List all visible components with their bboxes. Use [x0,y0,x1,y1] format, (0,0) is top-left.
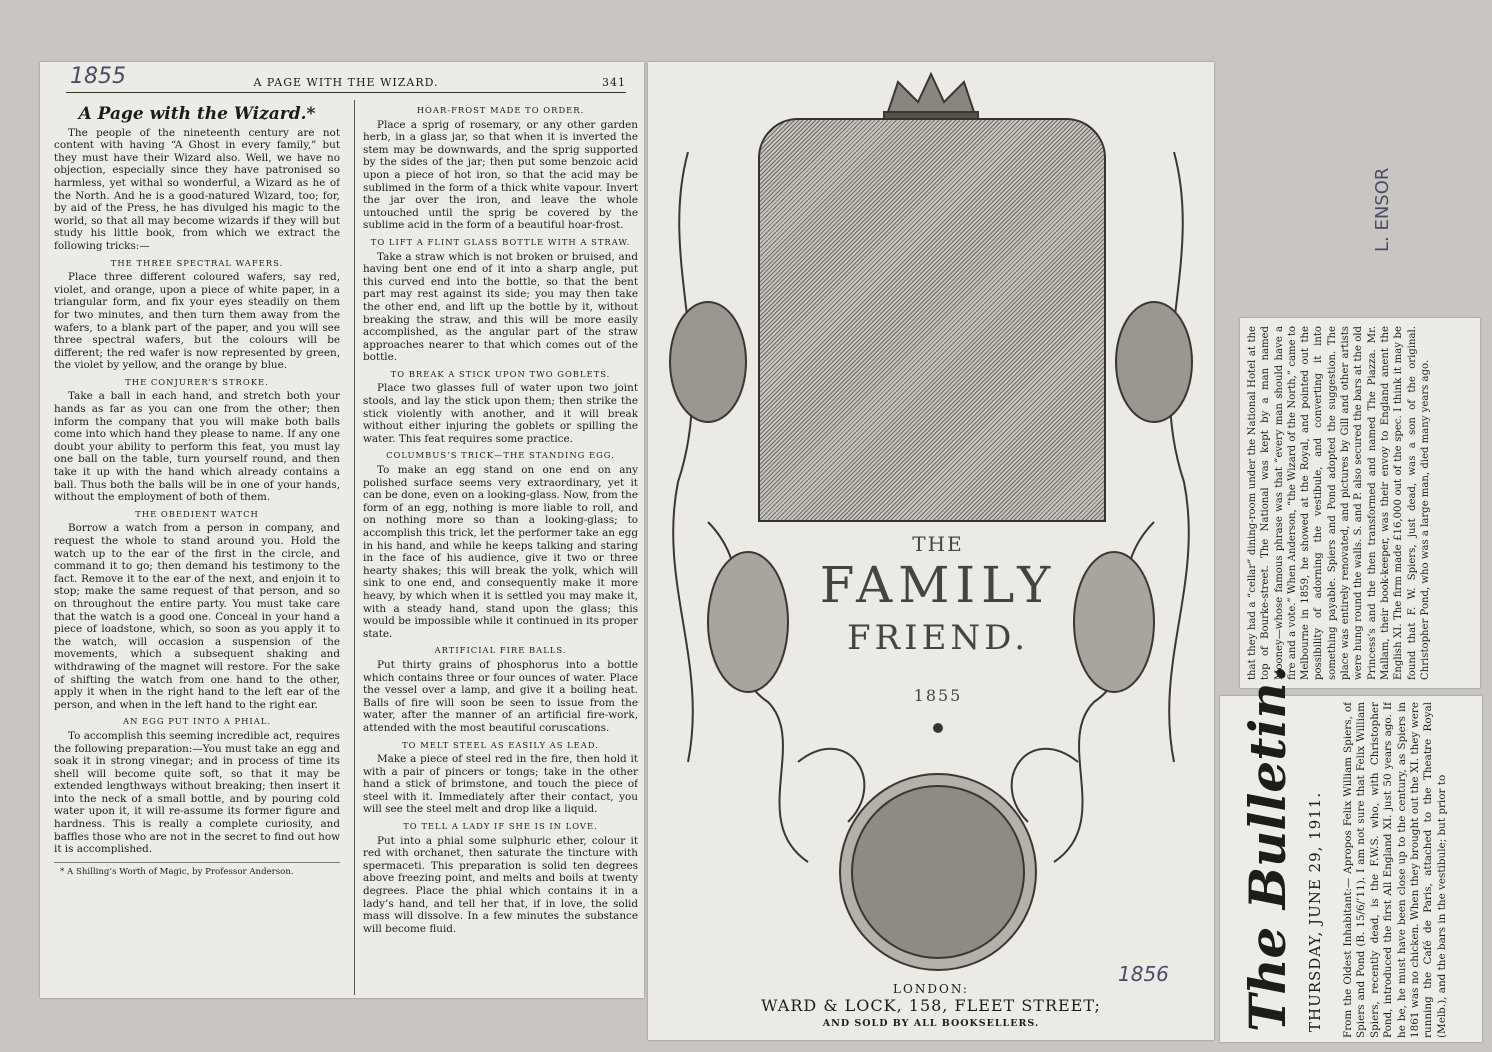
section-heading: COLUMBUS’S TRICK—THE STANDING EGG. [386,450,615,461]
left-text-column [54,100,340,995]
imprint-city: LONDON: [893,982,969,996]
article-intro: The people of the nineteenth century are not content with having “A Ghost in every family,” but they must have their Wizard also. Well, we have no objection, especially since they have patronised so harmless, yet withal so wonderful, a Wizard as he of the North. And he is a good-natured Wizard, too; for, by aid of the Press, he has divulged his magic to the world, so that all may become wizards if they will but study his little book, from which we extract the following tricks:— [54,126,340,252]
section-text: To make an egg stand on one end on any polished surface seems very extraordinary, yet it can be done, even on a looking-glass. Now, from the form of an egg, nothing is more liable to roll, and on nothing more so than a looking-glass; to accomplish this trick, let the performer take an egg in his hand, and while he keeps talking and staring in the face of his audience, give it two or three hearty shakes; this will break the yolk, which will sink to one end, and consequently make it more heavy, by which when it is settled you may make it, with a steady hand, stand upon the glass; this would be impossible while it continued in its proper state. [363,464,638,640]
article-title: A Page with the Wizard.* [78,104,316,124]
title-family: FAMILY [819,556,1057,614]
section-text: Put into a phial some sulphuric ether, colour it red with orchanet, then saturate the tincture with spermaceti. This preparation is solid ten degrees above freezing point, and melts and boils at twenty degrees. Place the phial which contains it in a lady’s hand, and tell her that, if in love, the solid mass will dissolve. In a few minutes the substance will become fluid. [363,834,638,935]
title-friend: FRIEND. [846,618,1030,658]
bulletin-text: From the Oldest Inhabitant:— Apropos Felix William Spiers, of Spiers and Pond (B. 15/6/’11). I am not sure that Felix William Spiers, recently dead, is the F.W.S. who, with Christopher Pond, introduced the first All England XI. just 50 years ago. If he be, he must have been close up to the century, as Spiers in 1861 was no chicken. When they brought out the XI. they were running the Café de Paris, attached to the Theatre Royal (Melb.), and the bars in the vestibule; but prior to [1342,702,1448,1038]
bulletin-clipping [1220,664,1482,1042]
section-heading: THE OBEDIENT WATCH [135,508,259,519]
right-text-column [354,100,638,995]
section-text: Put thirty grains of phosphorus into a bottle which contains three or four ounces of water. Place the vessel over a lamp, and give it a boiling heat. Balls of fire will soon be seen to issue from the water, after the manner of an artificial fire-work, attended with the most beautiful coruscations. [363,658,638,734]
section-text: Take a straw which is not broken or bruised, and having bent one end of it into a sharp angle, put this curved end into the bottle, so that the bent part may rest against its side; you may then take the other end, and lift up the bottle by it, without breaking the straw, and this will be more easily accomplished, as the angular part of the straw approaches nearer to that which comes out of the bottle. [363,250,638,364]
running-head [66,72,626,93]
gathering-scene-engraving [758,118,1106,522]
page-number: 341 [602,76,626,89]
section-text: Make a piece of steel red in the fire, then hold it with a pair of pincers or tongs; take in the other hand a stick of brimstone, and touch the piece of steel with it. Immediately after their contact, you will see the steel melt and drop like a liquid. [363,753,638,816]
section-heading: THE THREE SPECTRAL WAFERS. [110,257,284,268]
note-text: that they had a “cellar” dining-room under the National Hotel at the top of Bourke-street. The National was kept by a man named Mooney—whose famous phrase was that “every man should have a fire and a vote.” When Anderson, “the Wizard of the North,” came to Melbourne in 1859, he showed at the Royal, and pointed out the possibility of adorning the vestibule, and converting it into something payable. Spiers and Pond adopted the suggestion. The place was entirely renovated, and pictures by Gill and other artists were hung round the walls. S. and P. also secured the bars at the old Princess’s and the then transformed and named The Piazza. Mr. Mallam, their book-keeper, was their envoy to England anent the English XI. The firm made £16,000 out of the spec. I think it may be found that F. W. Spiers, just dead, was a son of the original. Christopher Pond, who was a large man, died many years ago. [1247,326,1431,680]
section-text: Take a ball in each hand, and stretch both your hands as far as you can one from the other; then inform the company that you will make both balls come into which hand they please to name. If any one doubt your ability to perform this feat, you must lay one ball on the table, turn yourself round, and then take it up with the hand which already contains a ball. Thus both the balls will be in one of your hands, without the employment of both of them. [54,390,340,504]
title-year: 1855 [913,686,963,705]
section-heading: TO TELL A LADY IF SHE IS IN LOVE. [403,821,598,832]
running-head-title: A PAGE WITH THE WIZARD. [253,76,439,89]
section-heading: TO LIFT A FLINT GLASS BOTTLE WITH A STRAW. [370,236,631,247]
bulletin-masthead: The Bulletin. [1238,664,1297,1032]
handwritten-year-engraving: 1856 [1118,962,1169,986]
section-heading: TO BREAK A STICK UPON TWO GOBLETS. [390,368,611,379]
section-heading: ARTIFICIAL FIRE BALLS. [434,645,567,656]
section-text: To accomplish this seeming incredible act, requires the following preparation:—You must take an egg and soak it in strong vinegar; and in process of time its shell will become quite soft, so that it may be extended lengthways without breaking; then insert it into the neck of a small bottle, and by pouring cold water upon it, it will re-assume its former figure and hardness. This is really a complete curiosity, and baffles those who are not in the secret to find out how it is accomplished. [54,729,340,856]
handwritten-ensor-note: L. ENSOR [1372,167,1393,252]
section-heading: HOAR-FROST MADE TO ORDER. [416,105,585,115]
section-heading: THE CONJURER’S STROKE. [125,376,269,387]
section-text: Place three different coloured wafers, say red, violet, and orange, upon a piece of white paper, in a triangular form, and fix your eyes steadily on them for two minutes, and then turn them away from the wafers, to a blank part of the paper, and you will see three spectral wafers, but the colours will be different; the red wafer is now represented by green, the violet by yellow, and the orange by blue. [54,271,340,372]
family-friend-title-page [648,62,1214,1040]
section-text: Borrow a watch from a person in company, and request the whole to stand around you. Hold the watch up to the ear of the first in the circle, and command it to go; then demand his testimony to the fact. Remove it to the ear of the next, and enjoin it to stop; make the same request of that person, and so on throughout the entire party. You must take care that the watch is a good one. Conceal in your hand a piece of loadstone, which, so soon as you apply it to the watch, will occasion a suspension of the movements, which a subsequent shaking and withdrawing of the magnet will restore. For the sake of shifting the watch from one hand to the other, apply it when in the right hand to the left ear of the person, and when in the left hand to the right ear. [54,522,340,711]
section-heading: TO MELT STEEL AS EASILY AS LEAD. [402,739,599,750]
section-heading: AN EGG PUT INTO A PHIAL. [123,716,271,727]
section-text: Place two glasses full of water upon two joint stools, and lay the stick upon them; then strike the stick violently with another, and it will break without either injuring the goblets or spilling the water. This feat requires some practice. [363,382,638,445]
imprint-publisher: WARD & LOCK, 158, FLEET STREET; [761,996,1101,1015]
wizard-page-clipping [40,62,644,998]
imprint-sold-by: AND SOLD BY ALL BOOKSELLERS. [822,1018,1040,1029]
section-text: Place a sprig of rosemary, or any other garden herb, in a glass jar, so that when it is inverted the stem may be downwards, and the sprig supported by the sides of the jar; then put some benzoic acid upon a piece of hot iron, so that the acid may be sublimed in the form of a thick white vapour. Invert the jar over the iron, and leave the whole untouched until the sprig be covered by the sublime acid in the form of a beautiful hoar-frost. [363,118,638,232]
handwritten-year: 1855 [70,64,126,89]
title-the: THE [912,532,964,556]
footnote: * A Shilling’s Worth of Magic, by Professor Anderson. [54,862,340,879]
bulletin-dateline: THURSDAY, JUNE 29, 1911. [1306,791,1324,1032]
newspaper-note-clipping [1240,318,1480,688]
